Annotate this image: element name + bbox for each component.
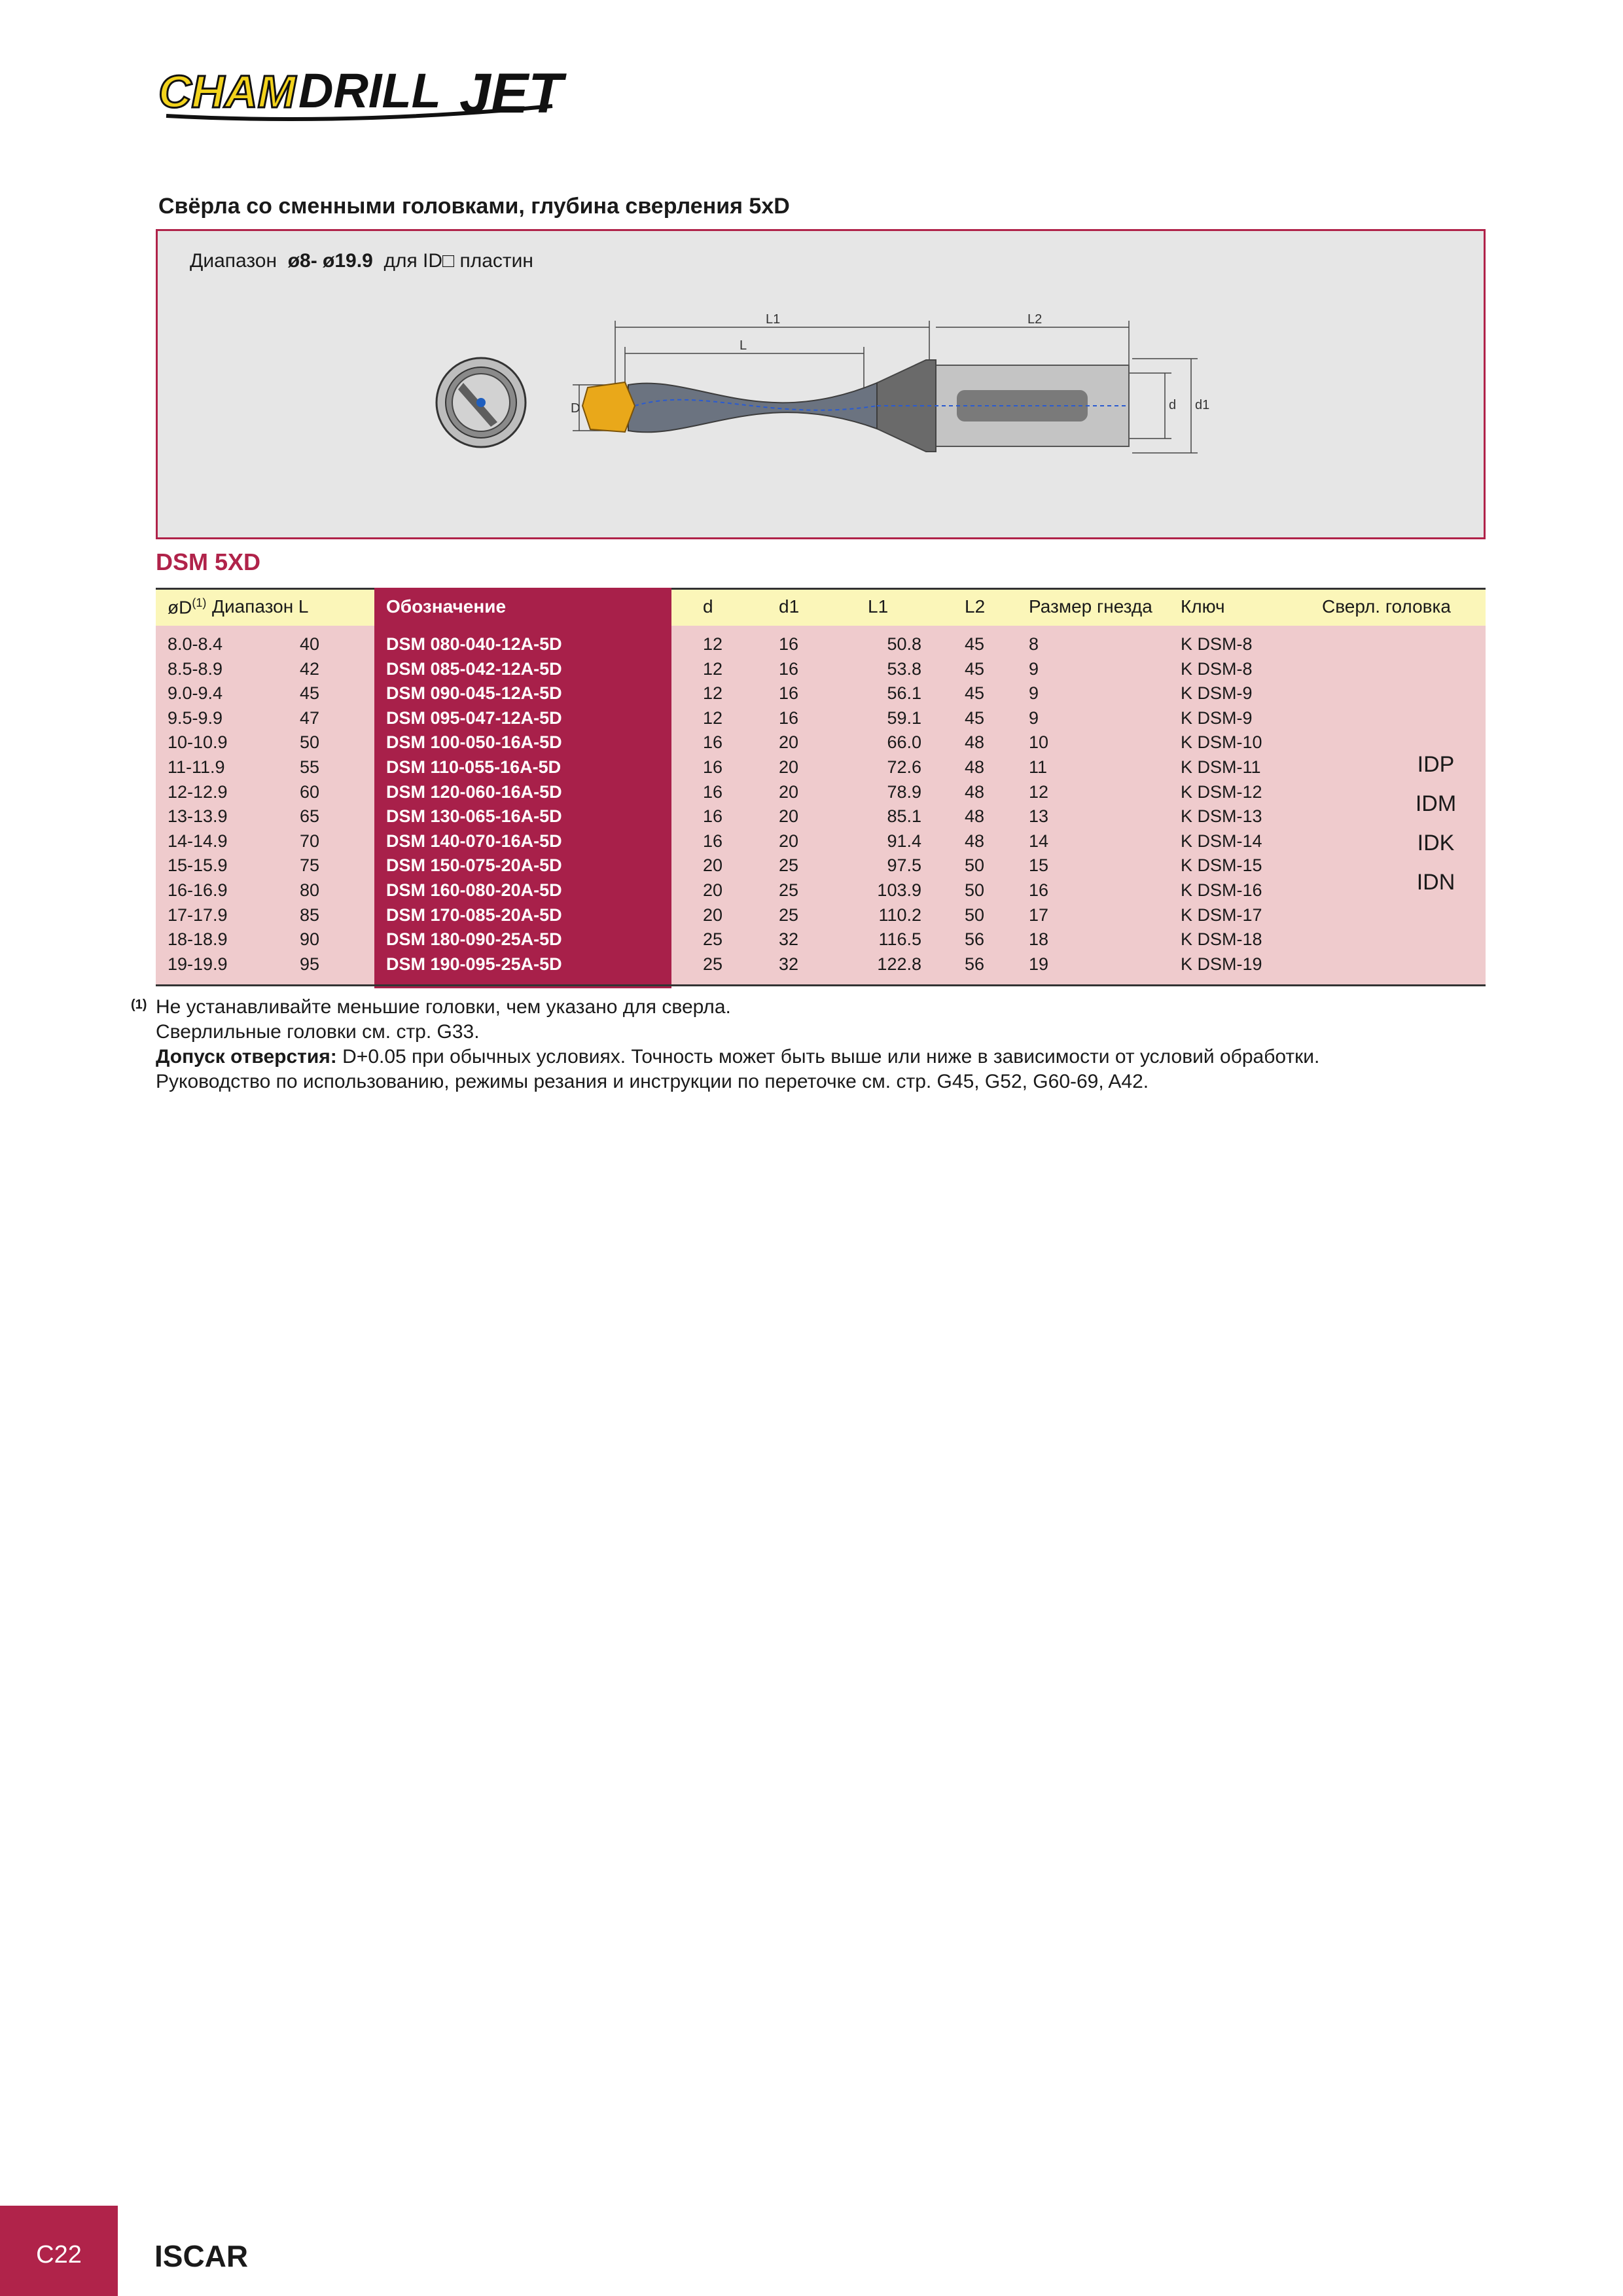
cell-pocket: 12 [1029, 781, 1049, 802]
table-row [156, 706, 1486, 731]
table-row [156, 780, 1486, 805]
header-range-L: Диапазон L [212, 596, 309, 617]
cell-d1: 20 [779, 781, 799, 802]
cell-key: K DSM-11 [1181, 757, 1261, 777]
cell-key: K DSM-18 [1181, 929, 1262, 950]
cell-L1: 53.8 [887, 658, 921, 679]
footnote-3: Допуск отверстия: D+0.05 при обычных условиях. Точность может быть выше или ниже в зависимости от условий обработки. [156, 1046, 1320, 1067]
cell-d1: 20 [779, 732, 799, 753]
table-bottom-rule [156, 984, 1486, 986]
cell-key: K DSM-15 [1181, 855, 1262, 876]
brand-name: ISCAR [154, 2239, 249, 2273]
cell-diam: 8.5-8.9 [168, 658, 223, 679]
cell-L: 90 [300, 929, 320, 950]
cell-designation: DSM 100-050-16A-5D [386, 732, 562, 753]
cell-d: 16 [703, 831, 723, 851]
cell-d1: 16 [779, 683, 799, 704]
cell-diam: 18-18.9 [168, 929, 228, 950]
drill-head-list [1397, 745, 1475, 902]
cell-L: 55 [300, 757, 320, 777]
table-row [156, 853, 1486, 878]
cell-d1: 25 [779, 905, 799, 925]
cell-d: 12 [703, 683, 723, 704]
footnote-4: Руководство по использованию, режимы резания и инструкции по переточке см. стр. G45, G52, G60-69, A42. [156, 1071, 1149, 1092]
cell-L: 85 [300, 905, 320, 925]
cell-L2: 56 [965, 954, 985, 974]
cell-L2: 48 [965, 732, 985, 753]
cell-d: 12 [703, 708, 723, 728]
cell-pocket: 13 [1029, 806, 1049, 827]
cell-designation: DSM 130-065-16A-5D [386, 806, 562, 827]
drill-head-item: IDK [1417, 831, 1455, 855]
cell-L1: 97.5 [887, 855, 921, 876]
cell-designation: DSM 090-045-12A-5D [386, 683, 562, 704]
cell-d1: 32 [779, 954, 799, 974]
header-d1: d1 [779, 596, 800, 617]
drill-side-view [419, 308, 1217, 471]
cell-L1: 50.8 [887, 634, 921, 654]
cell-L1: 59.1 [887, 708, 921, 728]
cell-L2: 48 [965, 806, 985, 827]
cell-key: K DSM-9 [1181, 683, 1253, 704]
table-row [156, 657, 1486, 682]
cell-L1: 110.2 [878, 905, 921, 925]
cell-designation: DSM 110-055-16A-5D [386, 757, 562, 777]
range-line [190, 250, 533, 272]
cell-d: 20 [703, 905, 723, 925]
cell-d: 25 [703, 954, 723, 974]
cell-L2: 48 [965, 781, 985, 802]
cell-pocket: 9 [1029, 708, 1039, 728]
cell-pocket: 18 [1029, 929, 1049, 950]
cell-d: 16 [703, 781, 723, 802]
logo-drill-text: DRILL [298, 63, 441, 118]
cell-key: K DSM-19 [1181, 954, 1262, 974]
cell-L1: 85.1 [887, 806, 921, 827]
table-row [156, 952, 1486, 977]
header-diam: $øD^{(1)}$ [168, 596, 207, 618]
cell-L: 95 [300, 954, 320, 974]
cell-L1: 66.0 [887, 732, 921, 753]
cell-pocket: 11 [1029, 757, 1048, 777]
cell-d1: 20 [779, 831, 799, 851]
cell-d: 25 [703, 929, 723, 950]
cell-key: K DSM-14 [1181, 831, 1262, 851]
cell-L1: 56.1 [887, 683, 921, 704]
cell-diam: 10-10.9 [168, 732, 228, 753]
dim-L1-label: L1 [766, 312, 781, 327]
cell-L: 60 [300, 781, 320, 802]
cell-L: 65 [300, 806, 320, 827]
cell-key: K DSM-12 [1181, 781, 1262, 802]
table-row [156, 681, 1486, 706]
cell-L2: 56 [965, 929, 985, 950]
cell-d: 16 [703, 806, 723, 827]
cell-d: 16 [703, 732, 723, 753]
dim-D-label: D [571, 401, 580, 416]
cell-d1: 25 [779, 855, 799, 876]
range-value: ø8- ø19.9 [287, 250, 373, 272]
dim-d1-label: d1 [1195, 398, 1210, 412]
cell-L1: 78.9 [887, 781, 921, 802]
cell-d: 20 [703, 855, 723, 876]
product-table [156, 588, 1486, 988]
chamdrilljet-logo [153, 60, 598, 132]
cell-L2: 50 [965, 905, 985, 925]
cell-L2: 45 [965, 683, 985, 704]
cell-diam: 19-19.9 [168, 954, 228, 974]
cell-diam: 12-12.9 [168, 781, 228, 802]
drill-head-item: IDP [1417, 752, 1455, 777]
cell-designation: DSM 080-040-12A-5D [386, 634, 562, 654]
cell-L: 45 [300, 683, 320, 704]
cell-designation: DSM 180-090-25A-5D [386, 929, 562, 950]
cell-L1: 91.4 [887, 831, 921, 851]
cell-designation: DSM 085-042-12A-5D [386, 658, 562, 679]
cell-designation: DSM 170-085-20A-5D [386, 905, 562, 925]
header-key: Ключ [1181, 596, 1225, 617]
cell-L: 47 [300, 708, 320, 728]
cell-L: 42 [300, 658, 320, 679]
cell-key: K DSM-8 [1181, 634, 1253, 654]
cell-pocket: 19 [1029, 954, 1049, 974]
cell-L: 50 [300, 732, 320, 753]
table-row [156, 804, 1486, 829]
cell-L: 70 [300, 831, 320, 851]
series-label: DSM 5XD [156, 548, 261, 575]
cell-L2: 45 [965, 708, 985, 728]
range-prefix: Диапазон [190, 250, 277, 272]
cell-L1: 122.8 [877, 954, 921, 974]
header-designation: Обозначение [386, 596, 507, 617]
drill-head-item: IDM [1415, 791, 1457, 816]
cell-L1: 72.6 [887, 757, 921, 777]
cell-d1: 20 [779, 757, 799, 777]
cell-pocket: 17 [1029, 905, 1049, 925]
cell-pocket: 8 [1029, 634, 1039, 654]
cell-d1: 20 [779, 806, 799, 827]
cell-L2: 48 [965, 757, 985, 777]
cell-L1: 116.5 [878, 929, 921, 950]
header-L2: L2 [965, 596, 986, 617]
page-title: Свёрла со сменными головками, глубина сверления 5xD [158, 194, 790, 219]
cell-d1: 32 [779, 929, 799, 950]
table-row [156, 755, 1486, 780]
logo-jet-text: JET [459, 62, 563, 125]
cell-L2: 50 [965, 880, 985, 900]
table-row [156, 927, 1486, 952]
cell-key: K DSM-8 [1181, 658, 1253, 679]
cell-L2: 45 [965, 634, 985, 654]
cell-designation: DSM 190-095-25A-5D [386, 954, 562, 974]
cell-pocket: 9 [1029, 658, 1039, 679]
cell-d: 12 [703, 658, 723, 679]
cell-d: 12 [703, 634, 723, 654]
cell-diam: 9.5-9.9 [168, 708, 223, 728]
table-row [156, 878, 1486, 903]
cell-pocket: 10 [1029, 732, 1049, 753]
cell-diam: 13-13.9 [168, 806, 228, 827]
table-row [156, 903, 1486, 928]
dim-L2-label: L2 [1027, 312, 1043, 327]
cell-d1: 25 [779, 880, 799, 900]
cell-key: K DSM-13 [1181, 806, 1262, 827]
table-header-row [156, 588, 1486, 626]
cell-key: K DSM-9 [1181, 708, 1253, 728]
footnote-1: (1) Не устанавливайте меньшие головки, чем указано для сверла. [131, 995, 1472, 1020]
cell-diam: 17-17.9 [168, 905, 228, 925]
cell-diam: 16-16.9 [168, 880, 228, 900]
table-rows [156, 632, 1486, 977]
header-drill-head: Сверл. головка [1322, 596, 1451, 617]
logo-cham-text: CHAM [158, 66, 296, 117]
table-row [156, 730, 1486, 755]
cell-designation: DSM 120-060-16A-5D [386, 781, 562, 802]
header-pocket-size: Размер гнезда [1029, 596, 1152, 617]
drill-head-item: IDN [1416, 870, 1455, 895]
footnote-ref: (1) [131, 997, 147, 1012]
cell-d: 20 [703, 880, 723, 900]
range-suffix: для ID□ пластин [383, 250, 533, 272]
cell-L1: 103.9 [877, 880, 921, 900]
cell-key: K DSM-17 [1181, 905, 1262, 925]
cell-L2: 45 [965, 658, 985, 679]
cell-L: 75 [300, 855, 320, 876]
footnotes [131, 995, 1472, 1094]
cell-pocket: 16 [1029, 880, 1049, 900]
cell-L: 40 [300, 634, 320, 654]
cell-pocket: 15 [1029, 855, 1049, 876]
header-d: d [703, 596, 713, 617]
cell-d1: 16 [779, 634, 799, 654]
cell-designation: DSM 160-080-20A-5D [386, 880, 562, 900]
cell-d1: 16 [779, 658, 799, 679]
cell-diam: 14-14.9 [168, 831, 228, 851]
dim-d-label: d [1169, 398, 1177, 412]
page-number: C22 [36, 2241, 82, 2269]
table-row [156, 829, 1486, 854]
cell-designation: DSM 140-070-16A-5D [386, 831, 562, 851]
cell-key: K DSM-16 [1181, 880, 1262, 900]
table-row [156, 632, 1486, 657]
cell-pocket: 9 [1029, 683, 1039, 704]
cell-d: 16 [703, 757, 723, 777]
cell-pocket: 14 [1029, 831, 1049, 851]
dim-L-label: L [740, 338, 747, 353]
cell-designation: DSM 095-047-12A-5D [386, 708, 562, 728]
cell-L2: 48 [965, 831, 985, 851]
header-L1: L1 [868, 596, 889, 617]
cell-L2: 50 [965, 855, 985, 876]
cell-diam: 8.0-8.4 [168, 634, 223, 654]
cell-designation: DSM 150-075-20A-5D [386, 855, 562, 876]
footnote-2: Сверлильные головки см. стр. G33. [156, 1021, 480, 1043]
cell-d1: 16 [779, 708, 799, 728]
cell-diam: 15-15.9 [168, 855, 228, 876]
cell-diam: 9.0-9.4 [168, 683, 223, 704]
cell-key: K DSM-10 [1181, 732, 1262, 753]
cell-L: 80 [300, 880, 320, 900]
cell-diam: 11-11.9 [168, 757, 225, 777]
